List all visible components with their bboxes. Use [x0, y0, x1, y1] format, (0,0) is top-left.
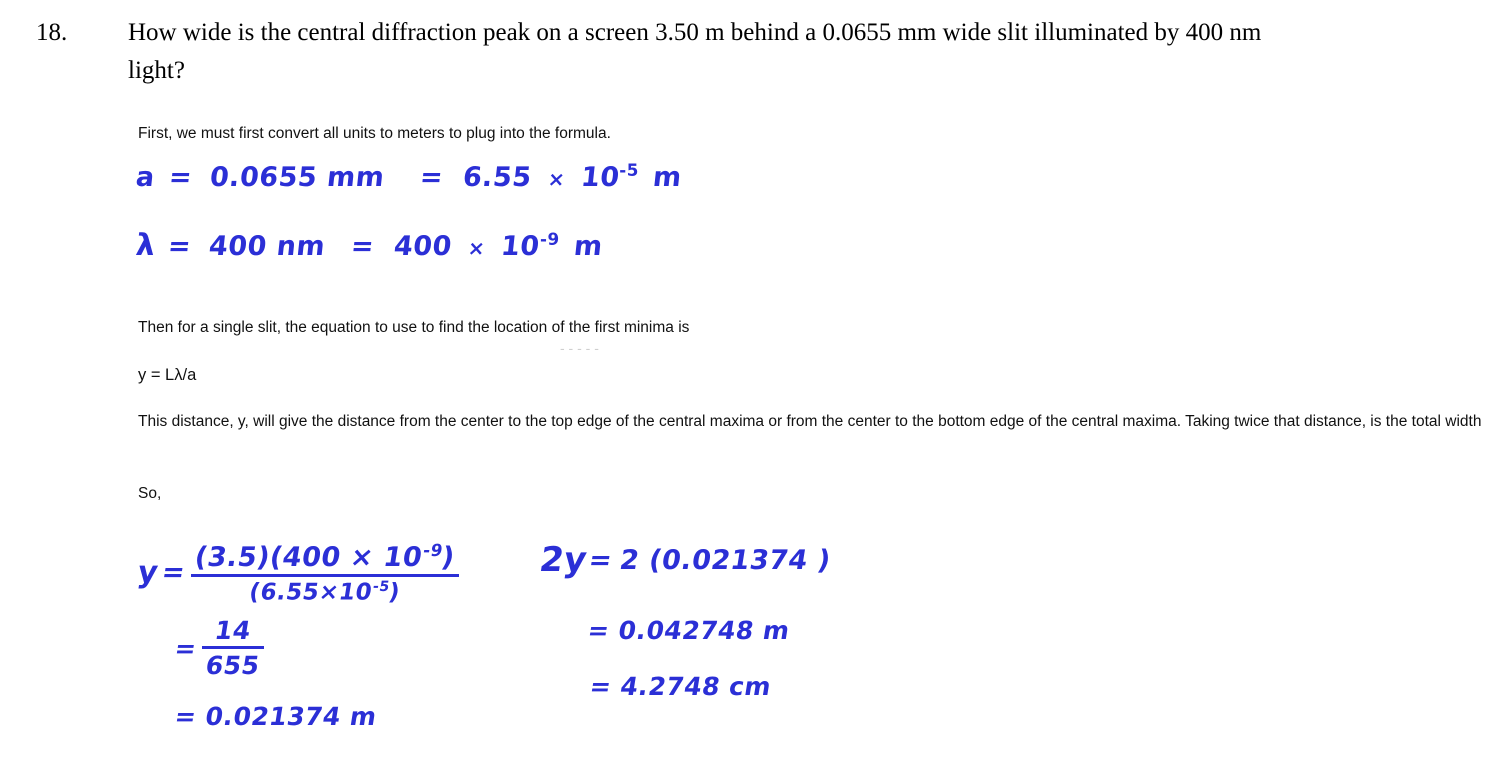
given-a-equals-2: = — [418, 162, 445, 193]
given-a-value-mm: 0.0655 mm — [208, 162, 386, 193]
solution-y-step2-denominator: 655 — [203, 651, 263, 680]
given-lambda-exponent: -9 — [540, 229, 560, 249]
given-a-mantissa: 6.55 — [461, 162, 534, 193]
given-a-equals-1: = — [167, 162, 194, 193]
handwritten-given-lambda — [136, 228, 602, 263]
solution-2y-expression: 2 (0.021374 ) — [617, 544, 833, 576]
solution-y-denominator: $(6.55\times 10^{-5})$ — [247, 579, 403, 606]
solution-y-numerator: $(3.5)(400 \times 10^{-9})$ — [192, 540, 458, 573]
given-lambda-symbol: λ — [134, 228, 158, 263]
given-lambda-value-nm: 400 nm — [207, 231, 328, 262]
typed-equation: y = Lλ/a — [138, 366, 197, 384]
solution-y-step2-equals: = — [172, 633, 199, 663]
solution-y-step2-numerator: 14 — [213, 616, 254, 645]
handwritten-given-a — [134, 160, 684, 193]
handwritten-solution-y-step2 — [172, 616, 264, 680]
given-lambda-times: × — [467, 236, 487, 260]
problem-statement — [36, 14, 1276, 90]
given-a-exponent: -5 — [619, 160, 639, 180]
handwritten-solution-y-step3: = 0.021374 m — [172, 702, 379, 731]
explanation-line-2: Then for a single slit, the equation to use to find the location of the first minima is — [138, 319, 690, 336]
given-lambda-equals-2: = — [349, 231, 377, 262]
solution-y-step2-fraction — [202, 616, 264, 680]
solution-2y-equals: = — [586, 544, 615, 576]
solution-y-equals: = — [159, 557, 188, 589]
explanation-line-3: This distance, y, will give the distance from the center to the top edge of the central maxima or from the center to the bottom edge of the central maxima. Taking twice that distance, is the total width — [138, 413, 1482, 430]
given-a-symbol: a — [134, 162, 157, 193]
explanation-line-1: First, we must first convert all units to meters to plug into the formula. — [138, 125, 611, 142]
solution-y-fraction — [191, 540, 459, 606]
solution-2y-label: 2y — [536, 540, 590, 580]
given-a-base: 10 — [579, 162, 621, 193]
given-a-unit: m — [651, 162, 684, 193]
handwritten-solution-y — [135, 540, 459, 606]
given-lambda-mantissa: 400 — [392, 231, 454, 262]
problem-text: How wide is the central diffraction peak on a screen 3.50 m behind a 0.0655 mm wide slit illuminated by 400 nm light? — [128, 19, 1262, 84]
given-lambda-unit: m — [571, 231, 604, 262]
handwritten-solution-2y-result-m: = 0.042748 m — [585, 616, 792, 645]
stray-mark: - - - - - — [560, 340, 599, 356]
given-lambda-base: 10 — [499, 231, 542, 262]
explanation-line-4: So, — [138, 485, 162, 502]
given-lambda-equals-1: = — [166, 231, 194, 262]
problem-number: 18. — [36, 19, 68, 46]
handwritten-solution-2y — [536, 540, 833, 580]
given-a-times: × — [546, 167, 567, 191]
handwritten-solution-2y-result-cm: = 4.2748 cm — [587, 672, 774, 701]
solution-y-label: y — [135, 555, 161, 591]
